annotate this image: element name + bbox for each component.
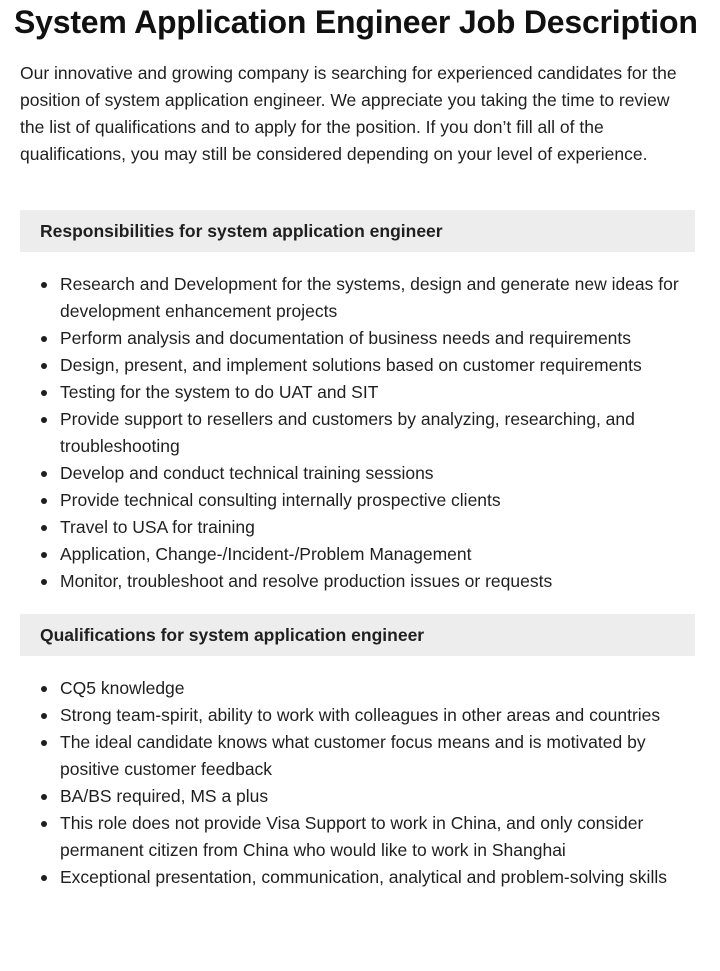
bullet-icon [41,525,47,531]
list-item [60,352,700,379]
bullet-icon [41,471,47,477]
list-item-text: Exceptional presentation, communication, analytical and problem-solving skills [60,867,667,887]
bullet-icon [41,417,47,423]
responsibilities-heading: Responsibilities for system application engineer [20,210,695,252]
bullet-icon [41,794,47,800]
bullet-icon [41,390,47,396]
bullet-icon [41,686,47,692]
list-item-text: Provide technical consulting internally prospective clients [60,490,501,510]
list-item-text: Testing for the system to do UAT and SIT [60,382,379,402]
list-item-text: Application, Change-/Incident-/Problem Management [60,544,472,564]
bullet-icon [41,821,47,827]
list-item-text: Develop and conduct technical training sessions [60,463,434,483]
bullet-icon [41,875,47,881]
list-item-text: Strong team-spirit, ability to work with colleagues in other areas and countries [60,705,661,725]
bullet-icon [41,336,47,342]
responsibilities-list [20,271,700,595]
list-item-text: Perform analysis and documentation of business needs and requirements [60,328,632,348]
list-item-text: Design, present, and implement solutions based on customer requirements [60,355,642,375]
list-item [60,541,700,568]
list-item [60,568,700,595]
list-item [60,487,700,514]
list-item [60,783,700,810]
list-item [60,406,700,460]
list-item-text: Travel to USA for training [60,517,255,537]
page-title: System Application Engineer Job Description [14,4,698,40]
bullet-icon [41,363,47,369]
list-item [60,460,700,487]
list-item [60,325,700,352]
bullet-icon [41,552,47,558]
intro-paragraph: Our innovative and growing company is searching for experienced candidates for the position of system application engineer. We appreciate you taking the time to review the list of qualifications and to apply for the position. If you don’t fill all of the qualifications, you may still be considered depending on your level of experience. [20,63,677,164]
list-item-text: Research and Development for the systems, design and generate new ideas for development enhancement projects [60,274,679,321]
list-item [60,514,700,541]
list-item-text: CQ5 knowledge [60,678,185,698]
list-item [60,675,700,702]
list-item-text: This role does not provide Visa Support to work in China, and only consider permanent citizen from China who would like to work in Shanghai [60,813,644,860]
bullet-icon [41,713,47,719]
list-item-text: BA/BS required, MS a plus [60,786,269,806]
list-item-text: Monitor, troubleshoot and resolve production issues or requests [60,571,553,591]
list-item [60,810,700,864]
list-item-text: The ideal candidate knows what customer focus means and is motivated by positive customer feedback [60,732,646,779]
list-item [60,864,700,891]
list-item [60,379,700,406]
list-item [60,271,700,325]
list-item-text: Provide support to resellers and customers by analyzing, researching, and troubleshooting [60,409,635,456]
bullet-icon [41,282,47,288]
bullet-icon [41,498,47,504]
qualifications-list [20,675,700,891]
list-item [60,729,700,783]
qualifications-heading: Qualifications for system application engineer [20,614,695,656]
list-item [60,702,700,729]
bullet-icon [41,579,47,585]
bullet-icon [41,740,47,746]
